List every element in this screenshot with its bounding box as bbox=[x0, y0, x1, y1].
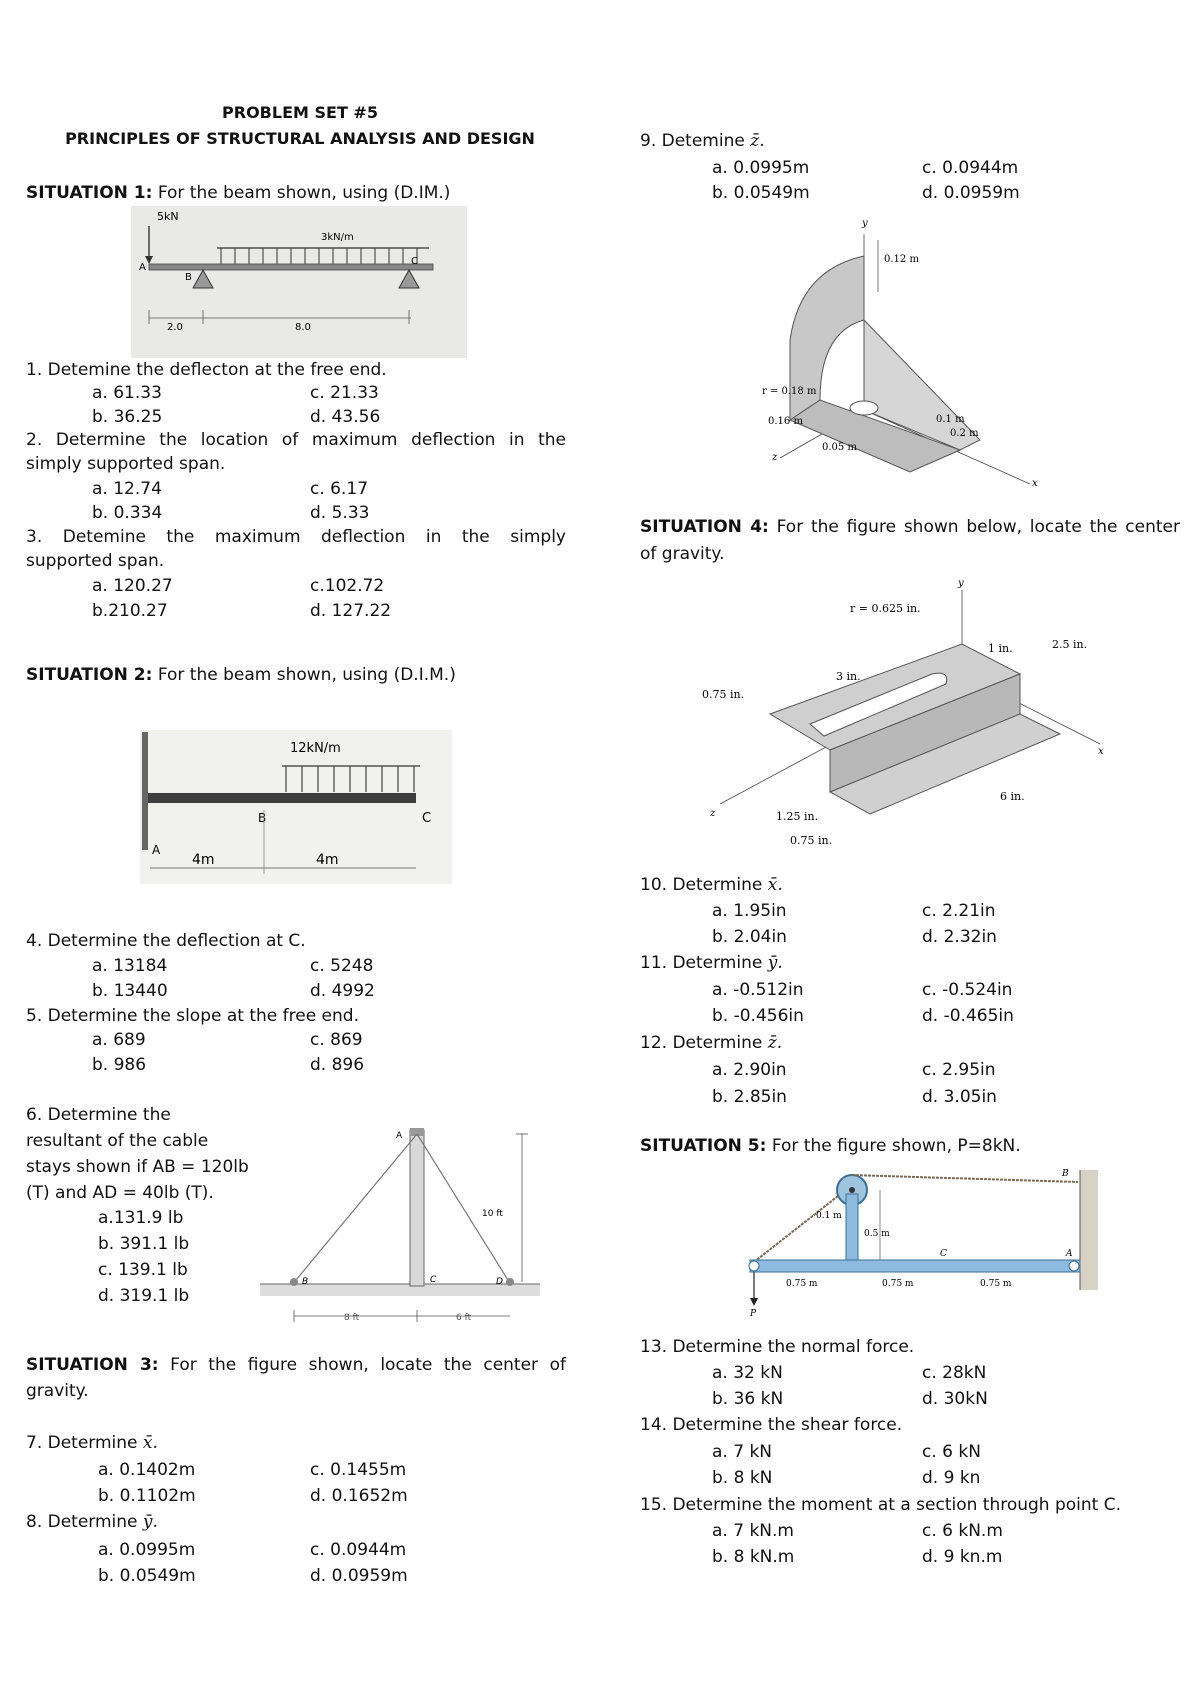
q10-choice-b: b. 2.04in bbox=[712, 927, 787, 947]
question-8 bbox=[26, 1509, 158, 1535]
question-3-line1: 3. Detemine the maximum deflection in the simply bbox=[26, 527, 566, 547]
dim-075in-top: 0.75 in. bbox=[702, 688, 745, 701]
question-11-stem: 11. Determine bbox=[640, 953, 763, 973]
q3-choice-a: a. 120.27 bbox=[92, 576, 173, 596]
frame-pulley-figure bbox=[740, 1160, 1100, 1316]
q14-choice-a: a. 7 kN bbox=[712, 1442, 773, 1462]
xbar-symbol: x̄. bbox=[767, 875, 783, 895]
question-6-line4: (T) and AD = 40lb (T). bbox=[26, 1183, 214, 1203]
point-d-label: D bbox=[496, 1277, 503, 1287]
dim-6in: 6 in. bbox=[1000, 790, 1025, 803]
axis-x-label: x bbox=[1032, 478, 1038, 489]
dim-075m-2: 0.75 m bbox=[882, 1279, 914, 1289]
dim-075in-bottom: 0.75 in. bbox=[790, 834, 833, 847]
dim-2m: 2.0 bbox=[167, 322, 183, 333]
dim-6ft: 6 ft bbox=[456, 1313, 472, 1323]
dim-01m: 0.1 m bbox=[936, 414, 965, 425]
question-3-line2: supported span. bbox=[26, 551, 165, 571]
q1-choice-d: d. 43.56 bbox=[310, 407, 381, 427]
beam-figure-2 bbox=[140, 730, 452, 884]
q7-choice-a: a. 0.1402m bbox=[98, 1460, 196, 1480]
question-4: 4. Determine the deflection at C. bbox=[26, 931, 306, 951]
axis-y-label: y bbox=[862, 218, 868, 229]
point-a-label: A bbox=[139, 262, 146, 273]
q3-choice-c: c.102.72 bbox=[310, 576, 385, 596]
question-2-line2: simply supported span. bbox=[26, 454, 226, 474]
q10-choice-d: d. 2.32in bbox=[922, 927, 997, 947]
situation-label: SITUATION 3: bbox=[26, 1355, 159, 1375]
radius-label: 0.1 m bbox=[816, 1211, 842, 1221]
q14-choice-c: c. 6 kN bbox=[922, 1442, 981, 1462]
question-6-line2: resultant of the cable bbox=[26, 1131, 209, 1151]
q8-choice-d: d. 0.0959m bbox=[310, 1566, 408, 1586]
question-5: 5. Determine the slope at the free end. bbox=[26, 1006, 359, 1026]
q4-choice-a: a. 13184 bbox=[92, 956, 168, 976]
q5-choice-c: c. 869 bbox=[310, 1030, 363, 1050]
question-2-line1: 2. Determine the location of maximum deflection in the bbox=[26, 430, 566, 450]
load-p-label: P bbox=[750, 1309, 757, 1316]
q2-choice-d: d. 5.33 bbox=[310, 503, 370, 523]
q9-choice-c: c. 0.0944m bbox=[922, 158, 1019, 178]
q14-choice-b: b. 8 kN bbox=[712, 1468, 773, 1488]
question-12-stem: 12. Determine bbox=[640, 1033, 763, 1053]
q14-choice-d: d. 9 kn bbox=[922, 1468, 981, 1488]
question-15: 15. Determine the moment at a section through point C. bbox=[640, 1495, 1122, 1515]
q4-choice-b: b. 13440 bbox=[92, 981, 168, 1001]
q11-choice-c: c. -0.524in bbox=[922, 980, 1013, 1000]
dim-005m: 0.05 m bbox=[822, 442, 857, 453]
height-label: 0.5 m bbox=[864, 1229, 890, 1239]
beam-figure-1 bbox=[131, 206, 467, 358]
situation-text: For the figure shown, P=8kN. bbox=[771, 1136, 1021, 1156]
point-b-label: B bbox=[1062, 1169, 1069, 1179]
situation-1-heading bbox=[26, 180, 450, 206]
situation-text: For the beam shown, using (D.IM.) bbox=[157, 183, 451, 203]
zbar-symbol: z̄. bbox=[767, 1033, 783, 1053]
situation-2-heading bbox=[26, 662, 456, 688]
point-c-label: C bbox=[422, 811, 432, 826]
q3-choice-b: b.210.27 bbox=[92, 601, 168, 621]
question-10 bbox=[640, 872, 783, 898]
bracket-figure bbox=[700, 574, 1120, 858]
point-b-label: B bbox=[185, 272, 192, 283]
axis-z-label: z bbox=[710, 808, 716, 819]
q2-choice-b: b. 0.334 bbox=[92, 503, 163, 523]
q2-choice-a: a. 12.74 bbox=[92, 479, 162, 499]
point-b-label: B bbox=[302, 1277, 309, 1287]
dist-load-label: 12kN/m bbox=[290, 741, 341, 756]
q9-choice-b: b. 0.0549m bbox=[712, 183, 810, 203]
question-1: 1. Detemine the deflecton at the free end. bbox=[26, 360, 387, 380]
q3-choice-d: d. 127.22 bbox=[310, 601, 392, 621]
q4-choice-d: d. 4992 bbox=[310, 981, 375, 1001]
axis-y-label: y bbox=[958, 578, 964, 589]
situation-3-line2: gravity. bbox=[26, 1381, 89, 1401]
point-c-label: C bbox=[411, 256, 418, 267]
q12-choice-c: c. 2.95in bbox=[922, 1060, 996, 1080]
point-a-label: A bbox=[1066, 1249, 1073, 1259]
q15-choice-b: b. 8 kN.m bbox=[712, 1547, 795, 1567]
q5-choice-b: b. 986 bbox=[92, 1055, 147, 1075]
q7-choice-b: b. 0.1102m bbox=[98, 1486, 196, 1506]
q7-choice-d: d. 0.1652m bbox=[310, 1486, 408, 1506]
situation-4-line2: of gravity. bbox=[640, 544, 725, 564]
q12-choice-a: a. 2.90in bbox=[712, 1060, 787, 1080]
question-6-line1: 6. Determine the bbox=[26, 1105, 171, 1125]
q12-choice-b: b. 2.85in bbox=[712, 1087, 787, 1107]
situation-5-heading bbox=[640, 1133, 1021, 1159]
q15-choice-a: a. 7 kN.m bbox=[712, 1521, 794, 1541]
dim-25in: 2.5 in. bbox=[1052, 638, 1088, 651]
xbar-symbol: x̄. bbox=[142, 1433, 158, 1453]
q1-choice-c: c. 21.33 bbox=[310, 383, 379, 403]
question-6-line3: stays shown if AB = 120lb bbox=[26, 1157, 249, 1177]
ybar-symbol: ȳ. bbox=[142, 1512, 158, 1532]
q9-choice-a: a. 0.0995m bbox=[712, 158, 810, 178]
dim-8m: 8.0 bbox=[295, 322, 311, 333]
q12-choice-d: d. 3.05in bbox=[922, 1087, 997, 1107]
dim-8ft: 8 ft bbox=[344, 1313, 360, 1323]
situation-label: SITUATION 5: bbox=[640, 1136, 767, 1156]
dim-3in: 3 in. bbox=[836, 670, 861, 683]
q6-choice-d: d. 319.1 lb bbox=[98, 1286, 190, 1306]
doc-subtitle: PRINCIPLES OF STRUCTURAL ANALYSIS AND DESIGN bbox=[65, 129, 535, 148]
radius-label: r = 0.18 m bbox=[762, 386, 817, 397]
dim-125in: 1.25 in. bbox=[776, 810, 819, 823]
q6-choice-c: c. 139.1 lb bbox=[98, 1260, 188, 1280]
point-b-label: B bbox=[258, 811, 267, 825]
q5-choice-a: a. 689 bbox=[92, 1030, 146, 1050]
question-9 bbox=[640, 128, 765, 154]
q6-choice-b: b. 391.1 lb bbox=[98, 1234, 190, 1254]
dist-load-label: 3kN/m bbox=[321, 232, 354, 243]
q15-choice-c: c. 6 kN.m bbox=[922, 1521, 1003, 1541]
situation-3-heading bbox=[26, 1352, 566, 1378]
cable-stay-figure bbox=[260, 1122, 550, 1332]
question-9-stem: 9. Detemine bbox=[640, 131, 745, 151]
question-7-stem: 7. Determine bbox=[26, 1433, 138, 1453]
situation-text: For the beam shown, using (D.I.M.) bbox=[157, 665, 456, 685]
zbar-symbol: z̄. bbox=[750, 131, 765, 151]
q7-choice-c: c. 0.1455m bbox=[310, 1460, 407, 1480]
point-a-label: A bbox=[396, 1131, 403, 1141]
dim-1in: 1 in. bbox=[988, 642, 1013, 655]
situation-4-heading bbox=[640, 514, 1180, 540]
q2-choice-c: c. 6.17 bbox=[310, 479, 369, 499]
q1-choice-b: b. 36.25 bbox=[92, 407, 163, 427]
ybar-symbol: ȳ. bbox=[767, 953, 783, 973]
question-14: 14. Determine the shear force. bbox=[640, 1415, 903, 1435]
q13-choice-c: c. 28kN bbox=[922, 1363, 987, 1383]
question-8-stem: 8. Determine bbox=[26, 1512, 138, 1532]
axis-x-label: x bbox=[1098, 746, 1104, 757]
q1-choice-a: a. 61.33 bbox=[92, 383, 162, 403]
height-label: 10 ft bbox=[482, 1209, 503, 1219]
q13-choice-a: a. 32 kN bbox=[712, 1363, 783, 1383]
doc-title: PROBLEM SET #5 bbox=[222, 103, 378, 122]
dim-012m: 0.12 m bbox=[884, 254, 919, 265]
dim-02m: 0.2 m bbox=[950, 428, 979, 439]
dim-075m-1: 0.75 m bbox=[786, 1279, 818, 1289]
q6-choice-a: a.131.9 lb bbox=[98, 1208, 184, 1228]
dim-4m-right: 4m bbox=[316, 852, 339, 868]
question-11 bbox=[640, 950, 783, 976]
q10-choice-c: c. 2.21in bbox=[922, 901, 996, 921]
point-a-label: A bbox=[152, 843, 161, 857]
dim-4m-left: 4m bbox=[192, 852, 215, 868]
q13-choice-b: b. 36 kN bbox=[712, 1389, 784, 1409]
q8-choice-a: a. 0.0995m bbox=[98, 1540, 196, 1560]
situation-label: SITUATION 4: bbox=[640, 517, 769, 537]
question-13: 13. Determine the normal force. bbox=[640, 1337, 915, 1357]
radius-label: r = 0.625 in. bbox=[850, 602, 921, 615]
situation-label: SITUATION 2: bbox=[26, 665, 153, 685]
q11-choice-d: d. -0.465in bbox=[922, 1006, 1014, 1026]
point-load-label: 5kN bbox=[157, 210, 179, 223]
dim-075m-3: 0.75 m bbox=[980, 1279, 1012, 1289]
point-c-label: C bbox=[940, 1249, 947, 1259]
q9-choice-d: d. 0.0959m bbox=[922, 183, 1020, 203]
question-12 bbox=[640, 1030, 782, 1056]
q5-choice-d: d. 896 bbox=[310, 1055, 365, 1075]
situation-text: For the figure shown below, locate the center bbox=[776, 517, 1180, 537]
q11-choice-b: b. -0.456in bbox=[712, 1006, 804, 1026]
bent-plate-figure bbox=[760, 210, 1060, 510]
situation-text: For the figure shown, locate the center of bbox=[170, 1355, 566, 1375]
question-7 bbox=[26, 1430, 158, 1456]
axis-z-label: z bbox=[772, 452, 778, 463]
point-c-label: C bbox=[430, 1275, 437, 1285]
dim-016m: 0.16 m bbox=[768, 416, 803, 427]
q10-choice-a: a. 1.95in bbox=[712, 901, 787, 921]
q4-choice-c: c. 5248 bbox=[310, 956, 374, 976]
q15-choice-d: d. 9 kn.m bbox=[922, 1547, 1003, 1567]
q8-choice-b: b. 0.0549m bbox=[98, 1566, 196, 1586]
q13-choice-d: d. 30kN bbox=[922, 1389, 988, 1409]
q8-choice-c: c. 0.0944m bbox=[310, 1540, 407, 1560]
situation-label: SITUATION 1: bbox=[26, 183, 153, 203]
question-10-stem: 10. Determine bbox=[640, 875, 763, 895]
q11-choice-a: a. -0.512in bbox=[712, 980, 804, 1000]
